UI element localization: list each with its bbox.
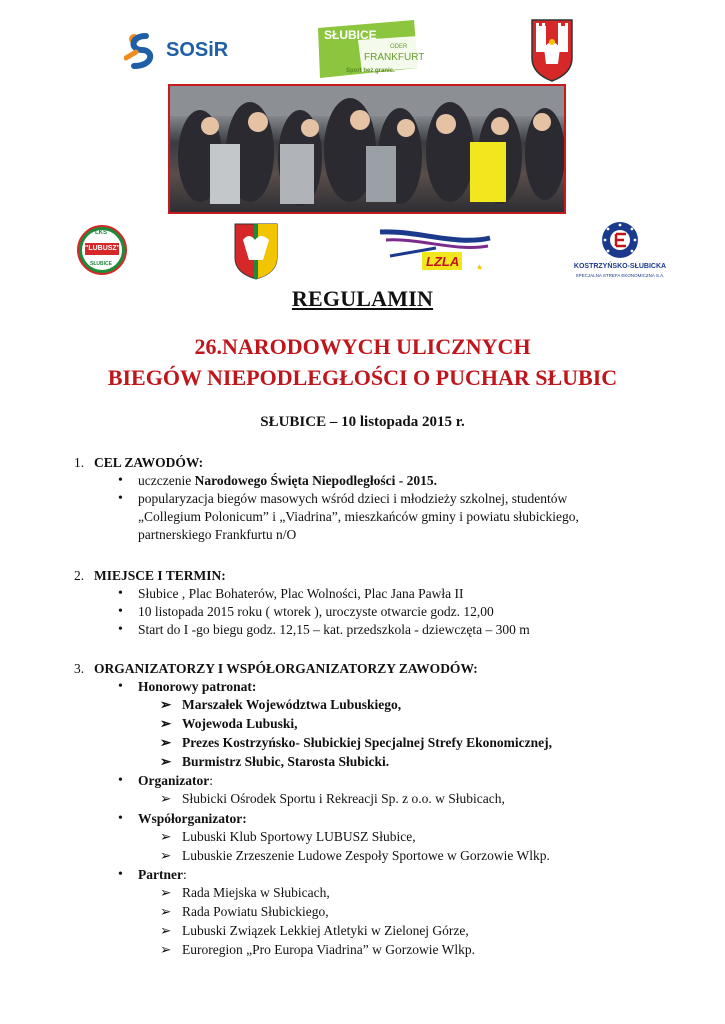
list-item-text: uczczenie	[138, 473, 195, 488]
kssse-emblem-icon	[568, 220, 672, 262]
kssse-logo	[568, 220, 672, 284]
section-3-heading	[74, 661, 478, 677]
arrow-bullet-icon: ➢	[160, 942, 172, 957]
sub-list-item-text: Lubuskie Zrzeszenie Ludowe Zespoły Sportowe w Gorzowie Wlkp.	[182, 848, 550, 863]
lzla-logo	[376, 226, 494, 276]
kssse-name: KOSTRZYŃSKO-SŁUBICKA	[573, 263, 667, 270]
list-item-text: Start do I -go biegu godz. 12,15 – kat. przedszkola - dziewczęta – 300 m	[138, 622, 530, 637]
list-item-text: Słubice , Plac Bohaterów, Plac Wolności, Plac Jana Pawła II	[138, 586, 464, 601]
lubusz-text: "LUBUSZ"	[85, 245, 121, 252]
coat-of-arms-icon	[530, 18, 574, 82]
list-item-label: Partner	[138, 867, 183, 882]
document-title: REGULAMIN	[291, 286, 434, 311]
arrow-bullet-icon: ➢	[160, 791, 172, 806]
arrow-bullet-icon: ➢	[160, 754, 172, 769]
section-number: 1.	[74, 455, 85, 470]
lks-lubusz-logo	[77, 225, 127, 275]
sub-list-item-text: Lubuski Klub Sportowy LUBUSZ Słubice,	[182, 829, 416, 844]
lzla-text: LZLA	[426, 254, 460, 269]
sub-list-item-text: Słubicki Ośrodek Sportu i Rekreacji Sp. z o.o. w Słubicach,	[182, 791, 505, 806]
bullet-icon: •	[118, 586, 123, 601]
lubuskie-eagle-icon	[233, 222, 279, 280]
sub-list-item	[160, 923, 469, 939]
lubuskie-coat-of-arms	[233, 222, 279, 280]
sub-list-item	[160, 885, 330, 901]
sub-list-item-text: Euroregion „Pro Europa Viadrina” w Gorzowie Wlkp.	[182, 942, 475, 957]
list-item-text: popularyzacja biegów masowych wśród dzieci i młodzieży szkolnej, studentów	[138, 491, 568, 506]
list-item-text: partnerskiego Frankfurtu n/O	[138, 527, 297, 542]
sub-list-item-text: Marszałek Województwa Lubuskiego,	[182, 697, 402, 712]
bullet-icon: •	[118, 773, 123, 788]
sub-list-item-text: Lubuski Związek Lekkiej Atletyki w Zielonej Górze,	[182, 923, 469, 938]
tagline-text: Sport bez granic.	[346, 68, 395, 74]
section-title: CEL ZAWODÓW:	[94, 455, 204, 470]
bullet-icon: •	[118, 622, 123, 637]
section-number: 3.	[74, 661, 85, 676]
arrow-bullet-icon: ➢	[160, 735, 172, 750]
list-item-text: „Collegium Polonicum” i „Viadrina”, mieszkańców gminy i powiatu słubickiego,	[138, 509, 579, 524]
arrow-bullet-icon: ➢	[160, 716, 172, 731]
lks-text: LKS	[95, 230, 107, 236]
sub-list-item-text: Rada Powiatu Słubickiego,	[182, 904, 329, 919]
event-title-line-2: BIEGÓW NIEPODLEGŁOŚCI O PUCHAR SŁUBIC	[107, 365, 618, 390]
oder-text: ODER	[390, 44, 408, 50]
sub-list-item-text: Prezes Kostrzyńsko- Słubickiej Specjalnej Strefy Ekonomicznej,	[182, 735, 552, 750]
arrow-bullet-icon: ➢	[160, 904, 172, 919]
bullet-icon: •	[118, 473, 123, 488]
kssse-subtitle: SPECJALNA STREFA EKONOMICZNA S.A.	[575, 273, 665, 278]
sub-list-item	[160, 716, 298, 732]
sub-list-item-text: Burmistrz Słubic, Starosta Słubicki.	[182, 754, 390, 769]
sub-list-item-text: Rada Miejska w Słubicach,	[182, 885, 330, 900]
runners-photo	[168, 84, 566, 214]
lks-slubice-text: SŁUBICE	[90, 261, 112, 267]
sub-list-item	[160, 754, 389, 770]
svg-text:★: ★	[476, 263, 484, 272]
list-item-label: Współorganizator:	[138, 811, 247, 826]
runners-photo-image	[170, 86, 564, 212]
slubice-text: SŁUBICE	[324, 28, 377, 42]
list-item-text: 10 listopada 2015 roku ( wtorek ), uroczyste otwarcie godz. 12,00	[138, 604, 494, 619]
bullet-icon: •	[118, 811, 123, 826]
sub-list-item	[160, 848, 550, 864]
bullet-icon: •	[118, 679, 123, 694]
bullet-icon: •	[118, 491, 123, 506]
sub-list-item-text: Wojewoda Lubuski,	[182, 716, 298, 731]
arrow-bullet-icon: ➢	[160, 829, 172, 844]
list-item-label: Honorowy patronat:	[138, 679, 257, 694]
slubice-frankfurt-logo	[318, 20, 425, 82]
section-1-heading	[74, 455, 203, 471]
event-date-line: SŁUBICE – 10 listopada 2015 r.	[260, 414, 465, 430]
section-number: 2.	[74, 568, 85, 583]
arrow-bullet-icon: ➢	[160, 848, 172, 863]
arrow-bullet-icon: ➢	[160, 885, 172, 900]
sub-list-item	[160, 829, 416, 845]
arrow-bullet-icon: ➢	[160, 923, 172, 938]
sub-list-item	[160, 697, 401, 713]
list-item-bold-text: Narodowego Święta Niepodległości - 2015.	[194, 473, 437, 488]
sosir-logo	[124, 30, 244, 72]
section-title: MIEJSCE I TERMIN:	[94, 568, 226, 583]
sub-list-item	[160, 735, 552, 751]
sosir-logo-text: SOSiR	[166, 39, 229, 61]
list-item-label: Organizator	[138, 773, 210, 788]
bullet-icon: •	[118, 867, 123, 882]
section-title: ORGANIZATORZY I WSPÓŁORGANIZATORZY ZAWODÓW:	[94, 661, 478, 676]
slubice-coat-of-arms	[530, 18, 574, 82]
sub-list-item	[160, 904, 329, 920]
sub-list-item	[160, 791, 505, 807]
section-2-heading	[74, 568, 226, 584]
frankfurt-text: FRANKFURT	[364, 52, 425, 63]
bullet-icon: •	[118, 604, 123, 619]
arrow-bullet-icon: ➢	[160, 697, 172, 712]
sub-list-item	[160, 942, 475, 958]
event-title-line-1: 26.NARODOWYCH ULICZNYCH	[194, 334, 531, 359]
